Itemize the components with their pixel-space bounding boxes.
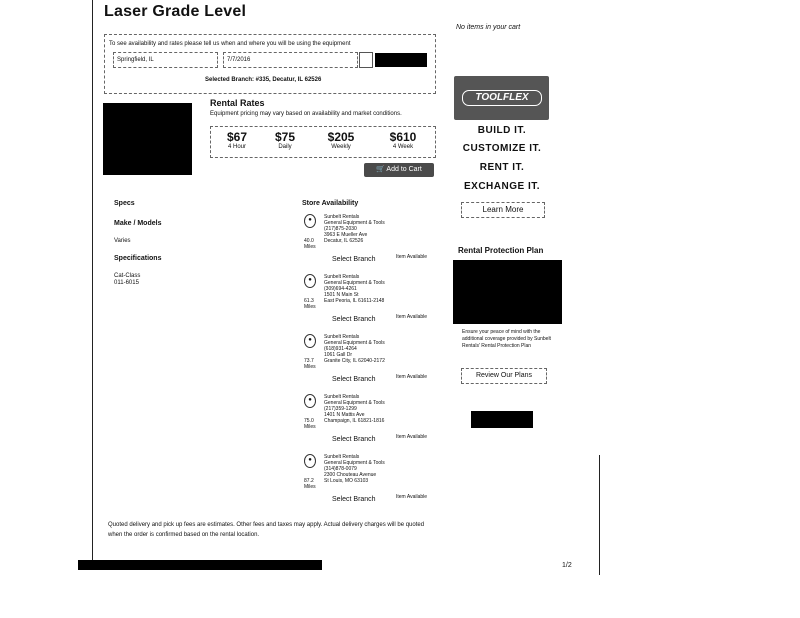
store-info — [324, 394, 444, 424]
rate-price: $610 — [389, 130, 417, 144]
specs-heading: Specs — [114, 200, 135, 207]
rate-daily — [265, 130, 305, 150]
item-available-badge: Item Available — [396, 434, 428, 440]
store-miles: 75.0 Miles — [304, 418, 316, 430]
store-info — [324, 454, 444, 484]
store-address: 1401 N Mattis Ave — [324, 412, 365, 418]
store-city: East Peoria, IL 61611-2148 — [324, 298, 385, 304]
catclass-label: Cat-Class — [114, 273, 141, 279]
toolflex-logo — [454, 76, 549, 120]
location-input[interactable] — [113, 52, 218, 68]
store-name: Sunbelt Rentals — [324, 394, 360, 400]
select-branch-button[interactable]: Select Branch — [332, 316, 376, 323]
store-name: Sunbelt Rentals — [324, 454, 360, 460]
rate-4hour — [217, 130, 257, 150]
slogan-rent: RENT IT. — [479, 162, 525, 173]
store-city: Granite City, IL 62040-2172 — [324, 358, 385, 364]
date-picker-button[interactable] — [359, 52, 373, 68]
store-info — [324, 214, 444, 244]
redacted-block — [471, 411, 533, 428]
store-type: General Equipment & Tools — [324, 460, 385, 466]
item-available-badge: Item Available — [396, 314, 428, 320]
slogan-build: BUILD IT. — [477, 125, 527, 136]
map-pin-icon: ● — [304, 394, 316, 408]
store-entry — [304, 394, 444, 450]
store-address: 2300 Chouteau Avenue — [324, 472, 377, 478]
store-phone: (217)875-2030 — [324, 226, 357, 232]
store-miles: 87.2 Miles — [304, 478, 316, 490]
slogan-customize: CUSTOMIZE IT. — [462, 143, 542, 154]
store-name: Sunbelt Rentals — [324, 274, 360, 280]
select-branch-button[interactable]: Select Branch — [332, 376, 376, 383]
store-info — [324, 334, 444, 364]
make-models-value: Varies — [114, 238, 131, 244]
catclass-value: 011-6015 — [114, 280, 139, 286]
rate-label: Weekly — [331, 144, 351, 150]
map-pin-icon: ● — [304, 214, 316, 228]
review-plans-label: Review Our Plans — [475, 372, 533, 379]
store-miles: 61.3 Miles — [304, 298, 316, 310]
rate-label: 4 Hour — [227, 144, 246, 150]
select-branch-button[interactable]: Select Branch — [332, 256, 376, 263]
toolflex-logo-text: TOOLFLEX — [462, 90, 542, 106]
left-border — [92, 0, 93, 566]
map-pin-icon: ● — [304, 454, 316, 468]
rpp-text: Ensure your peace of mind with the additional coverage provided by Sunbelt Rentals' Rental Protection Plan — [462, 329, 551, 349]
rate-price: $205 — [327, 130, 355, 144]
rate-price: $75 — [274, 130, 296, 144]
rpp-heading: Rental Protection Plan — [458, 246, 544, 255]
make-models-label: Make / Models — [114, 220, 162, 227]
store-miles: 73.7 Miles — [304, 358, 316, 370]
store-city: Decatur, IL 62526 — [324, 238, 364, 244]
item-available-badge: Item Available — [396, 374, 428, 380]
select-branch-button[interactable]: Select Branch — [332, 436, 376, 443]
store-city: Champaign, IL 61821-1816 — [324, 418, 385, 424]
map-pin-icon: ● — [304, 334, 316, 348]
rate-label: 4 Week — [392, 144, 414, 150]
store-entry — [304, 274, 444, 330]
store-type: General Equipment & Tools — [324, 340, 385, 346]
store-availability-heading: Store Availability — [302, 200, 359, 207]
store-type: General Equipment & Tools — [324, 280, 385, 286]
slogan-exchange: EXCHANGE IT. — [463, 181, 540, 192]
add-to-cart-button[interactable] — [364, 163, 434, 177]
date-input[interactable] — [223, 52, 358, 68]
store-address: 3963 E Mueller Ave — [324, 232, 368, 238]
rate-price: $67 — [226, 130, 248, 144]
item-available-badge: Item Available — [396, 254, 428, 260]
item-available-badge: Item Available — [396, 494, 428, 500]
select-branch-button[interactable]: Select Branch — [332, 496, 376, 503]
store-address: 1501 N Main St — [324, 292, 359, 298]
redacted-block — [375, 53, 427, 67]
availability-instruction: To see availability and rates please tell us when and where you will be using the equipment — [109, 41, 351, 47]
learn-more-label: Learn More — [482, 205, 524, 214]
date-value: 7/7/2016 — [227, 57, 251, 63]
map-pin-icon: ● — [304, 274, 316, 288]
store-type: General Equipment & Tools — [324, 400, 385, 406]
store-phone: (314)878-0079 — [324, 466, 357, 472]
store-miles: 40.0 Miles — [304, 238, 316, 250]
learn-more-button[interactable] — [461, 202, 545, 218]
add-to-cart-label: Add to Cart — [386, 166, 422, 173]
store-type: General Equipment & Tools — [324, 220, 385, 226]
store-entry — [304, 334, 444, 390]
store-phone: (618)931-4264 — [324, 346, 357, 352]
store-info — [324, 274, 444, 304]
rental-rates-heading: Rental Rates — [210, 98, 265, 108]
rates-panel — [210, 126, 436, 158]
product-image — [103, 103, 192, 175]
store-name: Sunbelt Rentals — [324, 214, 360, 220]
right-border — [599, 455, 600, 575]
selected-branch-text: Selected Branch: #335, Decatur, IL 62526 — [205, 77, 322, 83]
cart-empty-text: No items in your cart — [456, 24, 521, 31]
specifications-label: Specifications — [114, 255, 162, 262]
rate-weekly — [321, 130, 361, 150]
store-entry — [304, 454, 444, 512]
page-number: 1/2 — [562, 562, 572, 569]
rate-label: Daily — [278, 144, 292, 150]
store-phone: (309)694-4261 — [324, 286, 357, 292]
footer-note: Quoted delivery and pick up fees are estimates. Other fees and taxes may apply. Actual delivery charges will be quoted when the order is confirmed based on the rental location. — [108, 522, 425, 538]
store-name: Sunbelt Rentals — [324, 334, 360, 340]
store-entry — [304, 214, 444, 270]
store-phone: (217)359-1299 — [324, 406, 357, 412]
availability-panel — [104, 34, 436, 94]
rpp-image — [453, 260, 562, 324]
rental-rates-subtext: Equipment pricing may vary based on availability and market conditions. — [210, 111, 402, 117]
store-address: 1061 Gall Dr — [324, 352, 353, 358]
page-title: Laser Grade Level — [104, 3, 247, 20]
location-value: Springfield, IL — [117, 57, 154, 63]
rate-4week — [383, 130, 423, 150]
redacted-footer — [78, 560, 322, 570]
review-plans-button[interactable] — [461, 368, 547, 384]
cart-icon: 🛒 — [376, 166, 385, 173]
store-city: St Louis, MO 63103 — [324, 478, 369, 484]
